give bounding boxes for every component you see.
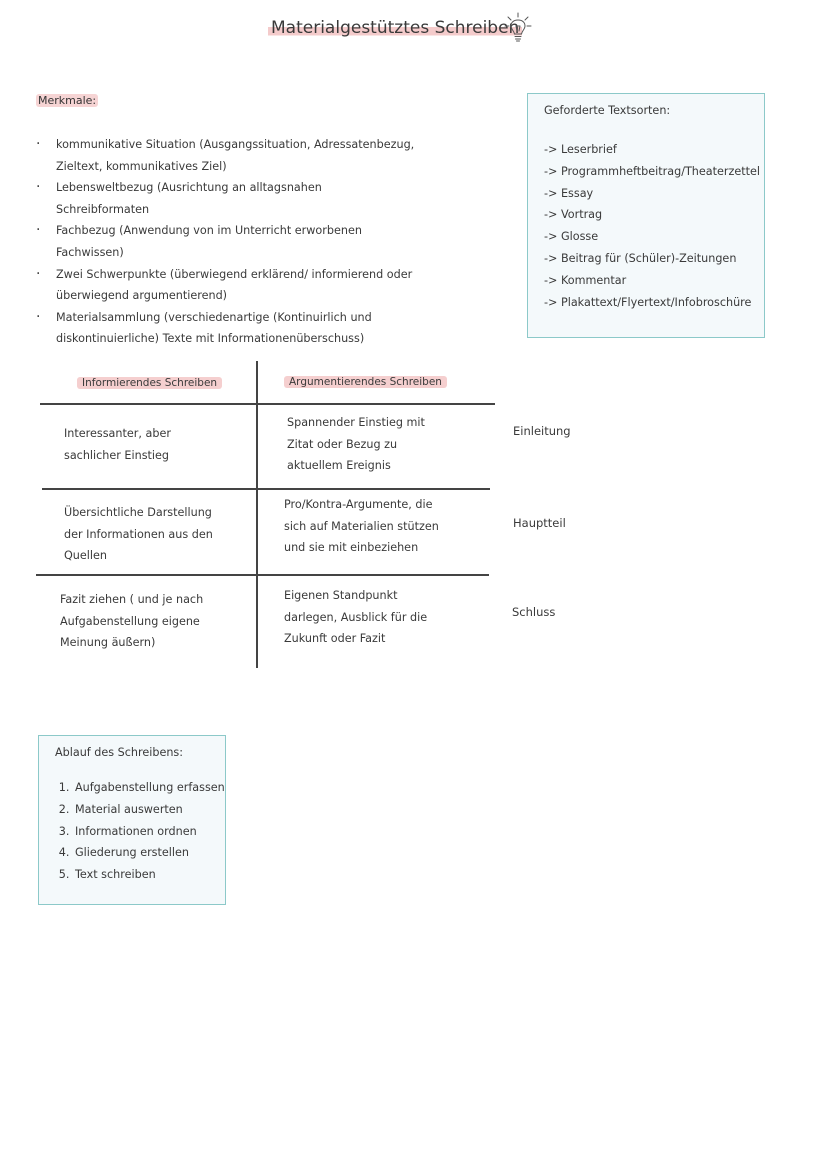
lightbulb-icon: [504, 12, 532, 44]
table-cell: Eigenen Standpunkt darlegen, Ausblick für die Zukunft oder Fazit: [284, 589, 428, 646]
list-item: · Materialsammlung (verschiedenartige (Kontinuirlich und diskontinuierliche) Texte mit Informationenüberschuss): [36, 307, 416, 350]
column-header-argumentierend: Argumentierendes Schreiben: [284, 376, 447, 388]
merkmale-heading: Merkmale:: [38, 94, 97, 107]
page-title: [268, 18, 522, 38]
table-divider-header: [40, 403, 495, 405]
table-cell: Pro/Kontra-Argumente, die sich auf Materialien stützen und sie mit einbeziehen: [284, 498, 439, 555]
list-item: -> Beitrag für (Schüler)-Zeitungen: [544, 251, 737, 265]
ablauf-heading: Ablauf des Schreibens:: [55, 746, 184, 759]
merkmale-list: [36, 134, 416, 350]
table-cell: Spannender Einstieg mit Zitat oder Bezug zu aktuellem Ereignis: [287, 416, 425, 473]
list-item: · Lebensweltbezug (Ausrichtung an alltagsnahen Schreibformaten: [36, 177, 416, 220]
row-label-schluss: Schluss: [512, 605, 556, 619]
list-item: 3. Informationen ordnen: [73, 821, 209, 843]
table-cell: Übersichtliche Darstellung der Informationen aus den Quellen: [64, 506, 213, 563]
table-divider-row2: [36, 574, 489, 576]
list-item: · Fachbezug (Anwendung von im Unterricht erworbenen Fachwissen): [36, 220, 416, 263]
column-header-informierend: Informierendes Schreiben: [77, 377, 222, 389]
list-item: -> Glosse: [544, 230, 599, 244]
list-item: 2. Material auswerten: [73, 799, 209, 821]
row-label-hauptteil: Hauptteil: [513, 516, 566, 530]
list-item: 4. Gliederung erstellen: [73, 842, 209, 864]
list-item: -> Plakattext/Flyertext/Infobroschüre: [544, 295, 752, 309]
table-divider-row1: [42, 488, 490, 490]
page-title-text: Materialgestütztes Schreiben: [268, 18, 522, 38]
textsorten-heading: Geforderte Textsorten:: [544, 104, 671, 117]
ablauf-box: [38, 735, 226, 905]
textsorten-box: [527, 93, 765, 338]
list-item: -> Programmheftbeitrag/Theaterzettel: [544, 164, 761, 178]
list-item: -> Vortrag: [544, 208, 603, 222]
row-label-einleitung: Einleitung: [513, 424, 571, 438]
list-item: · Zwei Schwerpunkte (überwiegend erklärend/ informierend oder überwiegend argumentierend): [36, 264, 416, 307]
ablauf-steps: [55, 777, 225, 886]
list-item: 1. Aufgabenstellung erfassen: [73, 777, 209, 799]
table-cell: Interessanter, aber sachlicher Einstieg: [64, 427, 171, 462]
table-cell: Fazit ziehen ( und je nach Aufgabenstellung eigene Meinung äußern): [60, 593, 204, 650]
list-item: -> Essay: [544, 186, 594, 200]
list-item: -> Leserbrief: [544, 143, 617, 156]
list-item: · kommunikative Situation (Ausgangssituation, Adressatenbezug, Zieltext, kommunikatives Ziel): [36, 134, 416, 177]
list-item: -> Kommentar: [544, 273, 627, 287]
list-item: 5. Text schreiben: [73, 864, 209, 886]
textsorten-list: [544, 139, 761, 313]
table-divider-vertical: [256, 361, 258, 668]
